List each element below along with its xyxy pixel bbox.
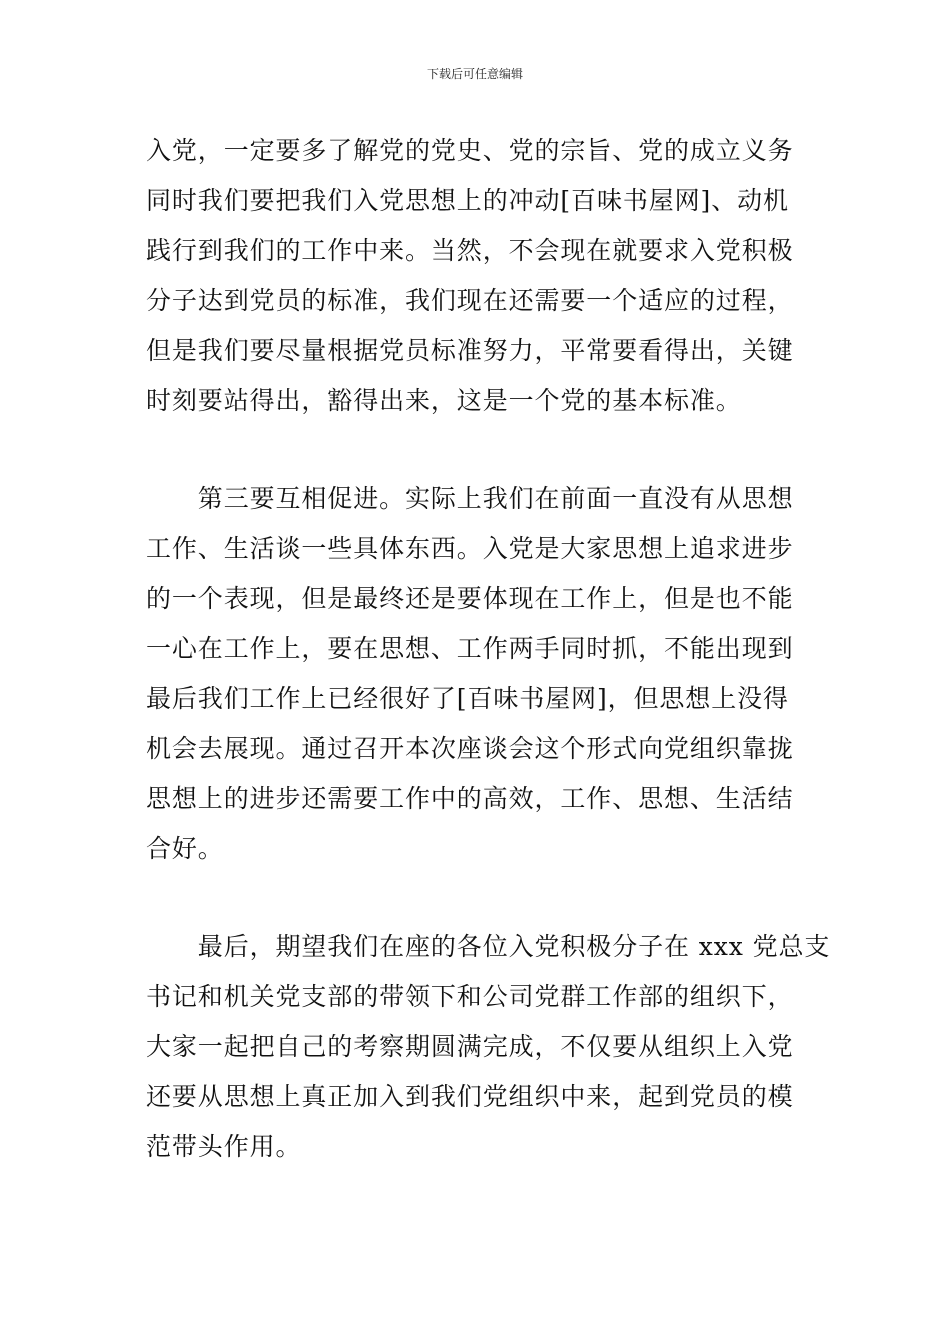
text-line: 但是我们要尽量根据党员标准努力，平常要看得出，关键 <box>146 336 794 365</box>
text-line: 践行到我们的工作中来。当然，不会现在就要求入党积极 <box>146 236 794 265</box>
text-line: 书记和机关党支部的带领下和公司党群工作部的组织下， <box>146 982 794 1011</box>
paragraph-gap <box>146 874 808 922</box>
body-text <box>146 126 831 1172</box>
text-line: 还要从思想上真正加入到我们党组织中来，起到党员的模 <box>146 1082 794 1111</box>
text-line: 合好。 <box>146 834 224 863</box>
text-line: 第三要互相促进。实际上我们在前面一直没有从思想 <box>146 484 794 513</box>
paragraph-2 <box>146 474 808 874</box>
text-line: 分子达到党员的标准，我们现在还需要一个适应的过程， <box>146 286 794 315</box>
text-line: 机会去展现。通过召开本次座谈会这个形式向党组织靠拢 <box>146 734 794 763</box>
text-line: 大家一起把自己的考察期圆满完成，不仅要从组织上入党 <box>146 1032 794 1061</box>
text-line: 工作、生活谈一些具体东西。入党是大家思想上追求进步 <box>146 534 794 563</box>
text-line: 一心在工作上，要在思想、工作两手同时抓，不能出现到 <box>146 634 794 663</box>
text-line: 入党，一定要多了解党的党史、党的宗旨、党的成立义务 <box>146 136 794 165</box>
paragraph-3 <box>146 922 831 1172</box>
text-line: 同时我们要把我们入党思想上的冲动[百味书屋网]、动机 <box>146 186 789 215</box>
paragraph-gap <box>146 426 808 474</box>
text-line: 最后，期望我们在座的各位入党积极分子在 xxx 党总支 <box>146 932 831 961</box>
text-line: 范带头作用。 <box>146 1132 302 1161</box>
text-line: 时刻要站得出，豁得出来，这是一个党的基本标准。 <box>146 386 742 415</box>
text-line: 思想上的进步还需要工作中的高效，工作、思想、生活结 <box>146 784 794 813</box>
text-line: 的一个表现，但是最终还是要体现在工作上，但是也不能 <box>146 584 794 613</box>
paragraph-1 <box>146 126 808 426</box>
header-note: 下载后可任意编辑 <box>426 67 523 81</box>
text-line: 最后我们工作上已经很好了[百味书屋网]，但思想上没得 <box>146 684 789 713</box>
